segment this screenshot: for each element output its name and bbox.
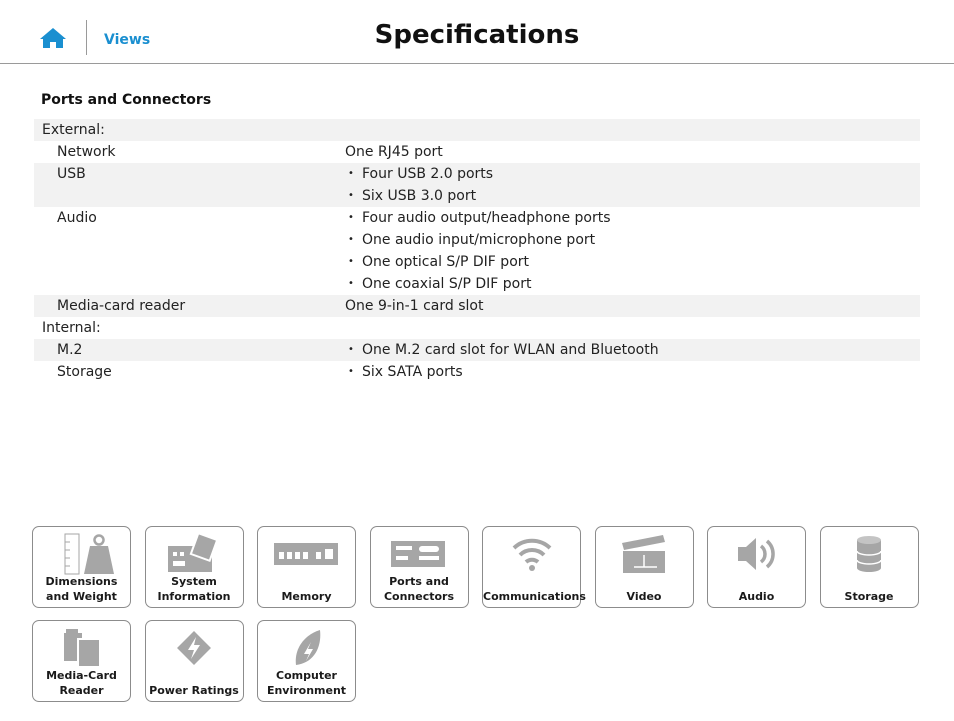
spec-table bbox=[34, 119, 920, 383]
motherboard-icon bbox=[146, 531, 243, 577]
spec-row bbox=[34, 207, 920, 295]
storage-drive-icon bbox=[821, 531, 918, 577]
spec-bullet-item: • One audio input/microphone port bbox=[345, 229, 920, 251]
tile-memory[interactable] bbox=[257, 526, 356, 608]
spec-bullet-item: • One optical S/P DIF port bbox=[345, 251, 920, 273]
spec-value bbox=[338, 295, 920, 317]
ports-icon bbox=[371, 531, 468, 577]
spec-label: External: bbox=[42, 122, 105, 138]
spec-value bbox=[338, 317, 920, 339]
wifi-icon bbox=[483, 531, 580, 577]
spec-row bbox=[34, 339, 920, 361]
spec-bullet-item: • Six USB 3.0 port bbox=[345, 185, 920, 207]
spec-bullet-item: • One M.2 card slot for WLAN and Bluetooth bbox=[345, 339, 920, 361]
spec-value-text: One 9-in-1 card slot bbox=[345, 298, 484, 314]
environment-leaf-icon bbox=[258, 625, 355, 671]
spec-value bbox=[338, 141, 920, 163]
video-clapper-icon bbox=[596, 531, 693, 577]
tile-label: Power Ratings bbox=[149, 684, 239, 697]
tile-media-card-reader[interactable] bbox=[32, 620, 131, 702]
spec-row bbox=[34, 141, 920, 163]
tile-label: Communications bbox=[483, 590, 586, 603]
tile-label: Media-Card Reader bbox=[46, 669, 117, 697]
tile-label: Ports and Connectors bbox=[383, 575, 455, 603]
spec-row bbox=[34, 361, 920, 383]
tile-label: System Information bbox=[157, 575, 231, 603]
spec-label: Internal: bbox=[42, 320, 101, 336]
spec-value bbox=[338, 163, 920, 207]
tile-label: Video bbox=[626, 590, 662, 603]
memory-module-icon bbox=[258, 531, 355, 577]
tile-label: Storage bbox=[844, 590, 894, 603]
tile-communications[interactable] bbox=[482, 526, 586, 608]
section-title: Ports and Connectors bbox=[41, 92, 212, 108]
spec-label: Network bbox=[57, 144, 116, 160]
spec-bullet-item: • One coaxial S/P DIF port bbox=[345, 273, 920, 295]
tile-label: Dimensions and Weight bbox=[45, 575, 118, 603]
media-card-icon bbox=[33, 625, 130, 671]
spec-label: USB bbox=[57, 166, 86, 182]
speaker-icon bbox=[708, 531, 805, 577]
tile-power-ratings[interactable] bbox=[145, 620, 244, 702]
spec-label: Audio bbox=[57, 210, 97, 226]
spec-value-text: One RJ45 port bbox=[345, 144, 443, 160]
tile-label: Memory bbox=[281, 590, 332, 603]
tile-video[interactable] bbox=[595, 526, 694, 608]
page-header bbox=[0, 0, 954, 64]
tile-system-information[interactable] bbox=[145, 526, 244, 608]
spec-row bbox=[34, 163, 920, 207]
tile-ports-and-connectors[interactable] bbox=[370, 526, 469, 608]
spec-row bbox=[34, 295, 920, 317]
spec-label: Media-card reader bbox=[57, 298, 186, 314]
spec-bullet-item: • Four USB 2.0 ports bbox=[345, 163, 920, 185]
tile-label: Computer Environment bbox=[266, 669, 347, 697]
tile-computer-environment[interactable] bbox=[257, 620, 356, 702]
tile-storage[interactable] bbox=[820, 526, 919, 608]
spec-label: Storage bbox=[57, 364, 112, 380]
spec-row bbox=[34, 317, 920, 339]
weight-icon bbox=[33, 531, 130, 577]
spec-bullet-item: • Six SATA ports bbox=[345, 361, 920, 383]
power-icon bbox=[146, 625, 243, 671]
spec-value bbox=[338, 207, 920, 295]
spec-value bbox=[338, 119, 920, 141]
spec-value bbox=[338, 361, 920, 383]
spec-row bbox=[34, 119, 920, 141]
spec-bullet-item: • Four audio output/headphone ports bbox=[345, 207, 920, 229]
tile-dimensions-and-weight[interactable] bbox=[32, 526, 131, 608]
spec-value bbox=[338, 339, 920, 361]
views-link[interactable]: Views bbox=[104, 32, 151, 48]
page-title: Specifications bbox=[374, 20, 580, 50]
spec-label: M.2 bbox=[57, 342, 83, 358]
tile-audio[interactable] bbox=[707, 526, 806, 608]
tile-label: Audio bbox=[738, 590, 775, 603]
